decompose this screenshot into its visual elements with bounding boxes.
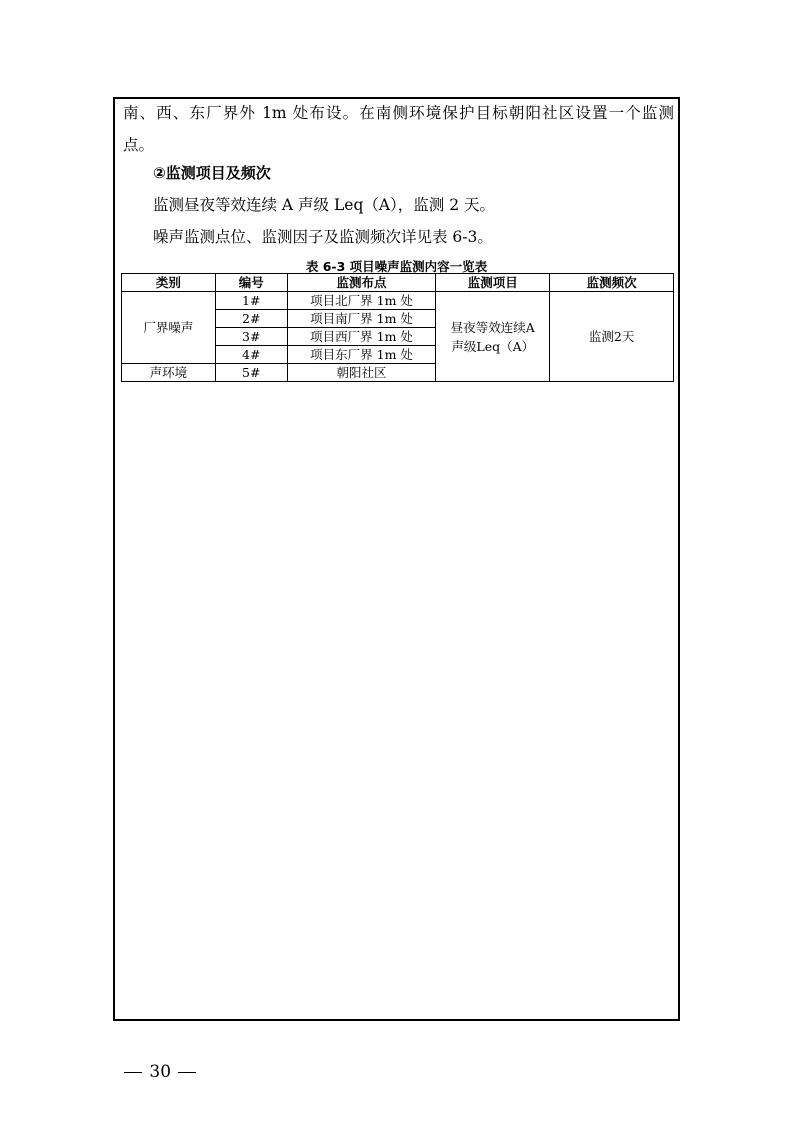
cell-id: 3# [215,328,287,346]
table-header-row [122,274,674,292]
paragraph-table-reference: 噪声监测点位、监测因子及监测频次详见表 6-3。 [153,228,493,246]
cell-monitoring-item [436,292,550,382]
cell-location: 项目南厂界 1m 处 [287,310,436,328]
dash-left [124,1072,142,1073]
table-row [122,292,674,310]
cell-location: 项目西厂界 1m 处 [287,328,436,346]
content-frame [113,97,680,1021]
cell-category-env: 声环境 [122,364,216,382]
table-caption: 表 6-3 项目噪声监测内容一览表 [305,259,488,274]
page-number: 30 [149,1062,172,1082]
paragraph-monitoring-item: 监测昼夜等效连续 A 声级 Leq（A），监测 2 天。 [153,196,496,214]
header-item: 监测项目 [436,274,550,292]
section-heading: ②监测项目及频次 [153,164,271,182]
cell-category-factory: 厂界噪声 [122,292,216,364]
cell-id: 1# [215,292,287,310]
header-category: 类别 [122,274,216,292]
header-location: 监测布点 [287,274,436,292]
paragraph-line1: 南、西、东厂界外 1m 处布设。在南侧环境保护目标朝阳社区设置一个监测 [123,104,674,122]
cell-location: 项目北厂界 1m 处 [287,292,436,310]
cell-location: 项目东厂界 1m 处 [287,346,436,364]
header-frequency: 监测频次 [550,274,674,292]
paragraph-line1-continued: 点。 [123,136,155,154]
cell-id: 4# [215,346,287,364]
noise-monitoring-table [121,273,674,382]
cell-id: 5# [215,364,287,382]
header-id: 编号 [215,274,287,292]
monitoring-item-line2: 声级Leq（A） [451,338,535,354]
monitoring-item-line1: 昼夜等效连续A [450,319,535,335]
page-footer [122,1062,198,1082]
cell-frequency: 监测2天 [550,292,674,382]
dash-right [178,1072,196,1073]
cell-id: 2# [215,310,287,328]
cell-location: 朝阳社区 [287,364,436,382]
